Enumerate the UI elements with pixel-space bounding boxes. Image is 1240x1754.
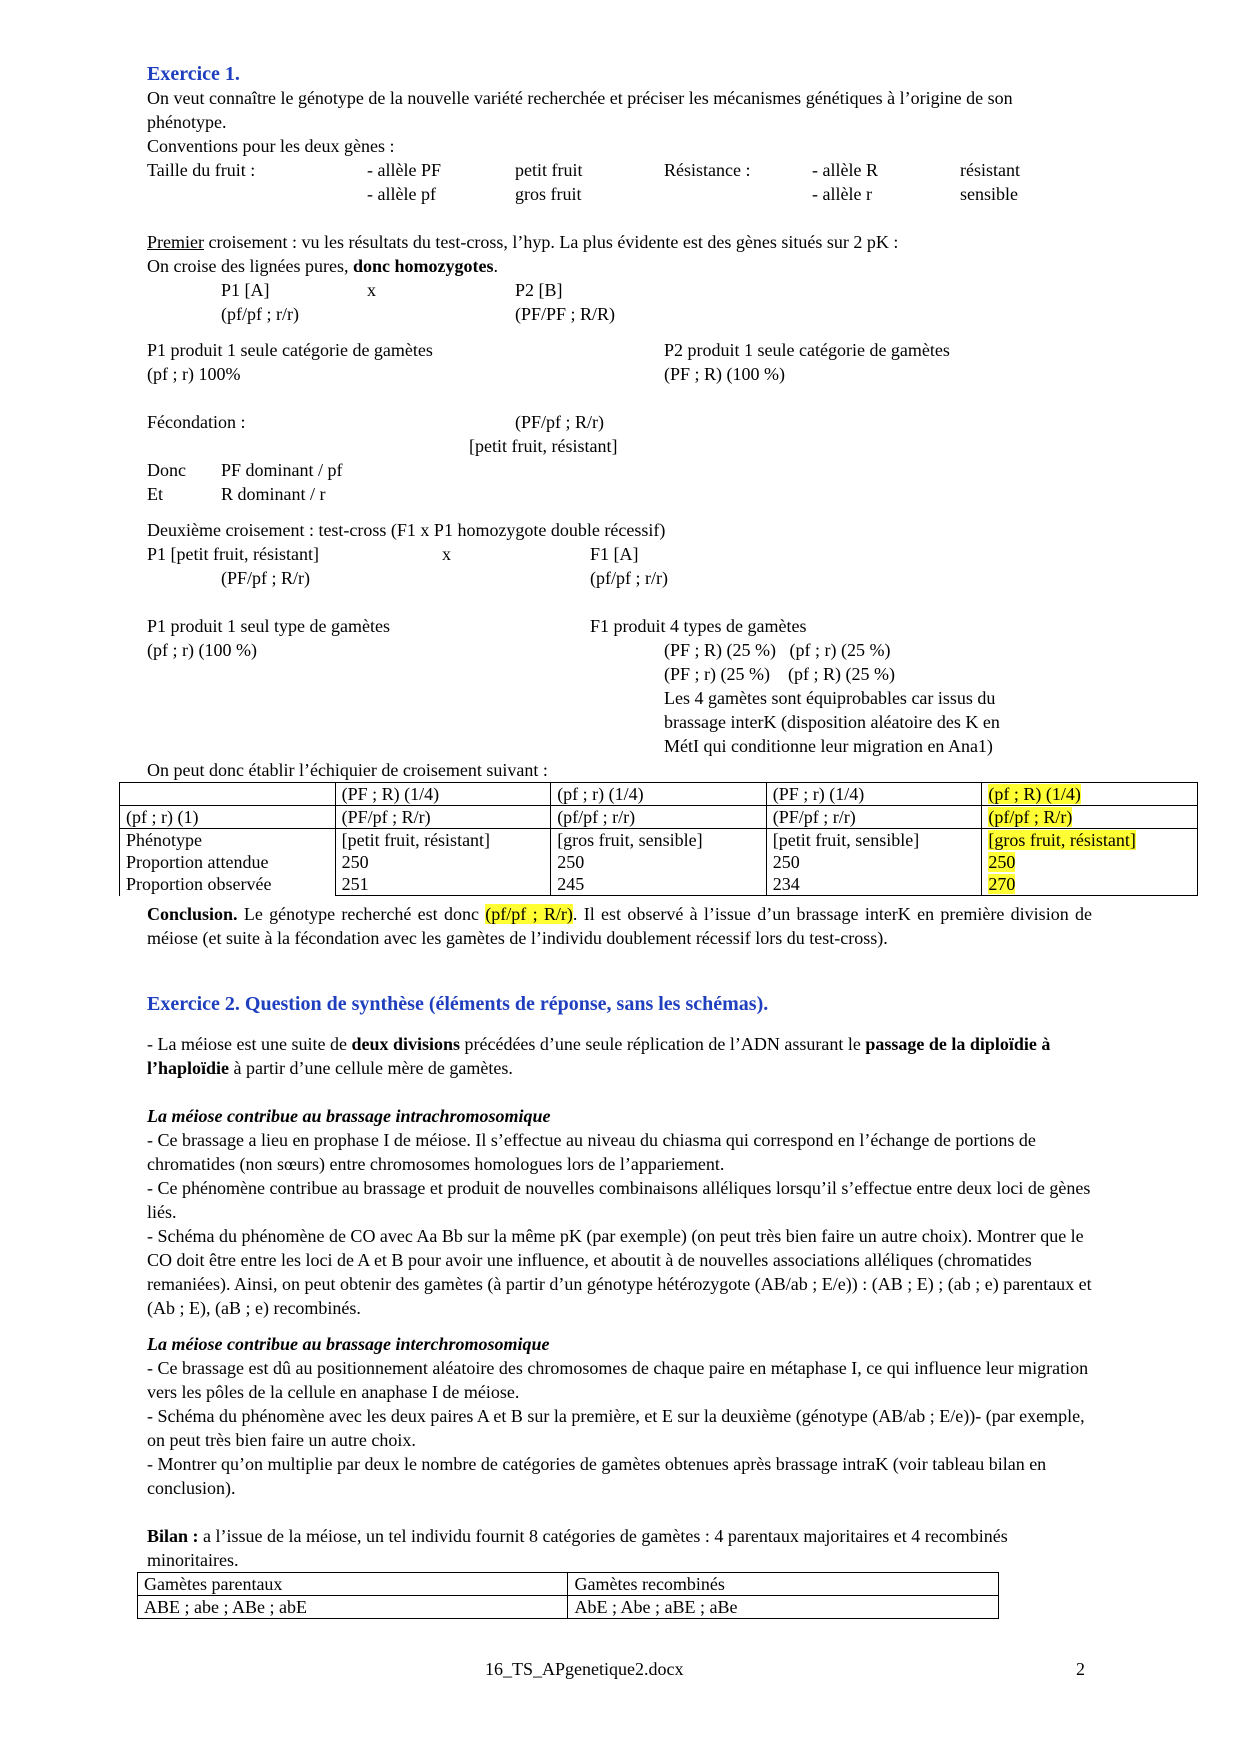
intra-para-3: - Schéma du phénomène de CO avec Aa Bb sur la même pK (par exemple) (on peut très bien faire un autre choix). Montrer que le CO doit être entre les loci de A et B pour avoir une influence, et aboutit à de nouvelles associations alléliques (chromatides remaniées). Ainsi, on peut obtenir des gamètes (à partir d’un génotype hétérozygote (AB/ab ; E/e)) : (AB ; E) ; (ab ; e) parentaux et (Ab ; E), (aB ; e) recombinés.: [147, 1226, 1092, 1318]
ex2-intro: [147, 1032, 1092, 1080]
p2-gametes-value: (PF ; R) (100 %): [664, 364, 785, 384]
highlight: [gros fruit, résistant]: [988, 830, 1136, 850]
inter-para-2: - Schéma du phénomène avec les deux paires A et B sur la première, et E sur la deuxième (génotype (AB/ab ; E/e))- (par exemple, on peut très bien faire un autre choix.: [147, 1406, 1085, 1450]
highlight: (pf ; R) (1/4): [988, 784, 1081, 804]
conclusion-label: Conclusion.: [147, 904, 238, 924]
cell-attendue: 250: [772, 852, 800, 872]
heading-intrachromosomique: La méiose contribue au brassage intrachromosomique: [147, 1106, 551, 1126]
conv-allele-PF: - allèle PF: [367, 160, 441, 180]
cross-1-premier: Premier: [147, 232, 204, 252]
conclusion-text-1: Le génotype recherché est donc: [237, 904, 486, 924]
echiquier-table: [119, 782, 1198, 896]
table-cell: [551, 829, 767, 896]
table-cell: [335, 829, 551, 896]
conv-allele-pf: - allèle pf: [367, 184, 436, 204]
conclusion: [147, 902, 1092, 950]
cross-1-line2a: On croise des lignées pures,: [147, 256, 353, 276]
row-label-attendue: Proportion attendue: [126, 852, 269, 872]
bilan-label: Bilan :: [147, 1526, 199, 1546]
conv-allele-r-value: sensible: [960, 184, 1018, 204]
p1-gametes: P1 produit 1 seule catégorie de gamètes: [147, 340, 433, 360]
ex2-intro-d: passage de la diploïdie à l’haploïdie: [147, 1034, 1051, 1078]
conv-allele-R: - allèle R: [812, 160, 878, 180]
cross-x-2: x: [442, 544, 451, 564]
conv-allele-r: - allèle r: [812, 184, 872, 204]
cross-2-f1-genotype: (pf/pf ; r/r): [590, 568, 668, 588]
bilan: [147, 1524, 1092, 1572]
table-cell: (pf/pf ; r/r): [551, 806, 767, 829]
conv-allele-pf-value: gros fruit: [515, 184, 582, 204]
highlight: 270: [988, 874, 1016, 894]
table-row: [138, 1596, 999, 1619]
conclusion-text-2: . Il est observé à l’issue d’un brassage interK en première division de méiose (et suite à la fécondation avec les gamètes de l’individu doublement récessif lors du test-cross).: [147, 904, 1092, 948]
cross-2-p1: P1 [petit fruit, résistant]: [147, 544, 319, 564]
donc-label: Donc: [147, 460, 186, 480]
cross-2-p1-gametes: P1 produit 1 seul type de gamètes: [147, 616, 390, 636]
p2-gametes: P2 produit 1 seule catégorie de gamètes: [664, 340, 950, 360]
highlight: 250: [988, 852, 1016, 872]
table-row: [120, 829, 1198, 896]
cell-phenotype: [petit fruit, résistant]: [341, 830, 491, 850]
highlight: (pf/pf ; R/r): [485, 904, 573, 924]
table-cell: AbE ; Abe ; aBE ; aBe: [568, 1596, 999, 1619]
conv-taille: Taille du fruit :: [147, 160, 256, 180]
p2-genotype: (PF/PF ; R/R): [515, 304, 616, 324]
cross-1-line2c: .: [493, 256, 498, 276]
f1-gametes-line4: brassage interK (disposition aléatoire des K en: [664, 712, 1000, 732]
exercise-2-title: Exercice 2. Question de synthèse (éléments de réponse, sans les schémas).: [147, 993, 769, 1015]
ex2-intro-b: deux divisions: [351, 1034, 460, 1054]
table-cell: [982, 829, 1198, 896]
fecondation-genotype: (PF/pf ; R/r): [515, 412, 605, 432]
table-cell: (PF/pf ; r/r): [766, 806, 982, 829]
f1-gametes: F1 produit 4 types de gamètes: [590, 616, 807, 636]
cross-1-line: [147, 230, 898, 254]
table-cell: (PF ; r) (1/4): [766, 783, 982, 806]
cell-observee: 245: [557, 874, 585, 894]
f1-gametes-line1: (PF ; R) (25 %) (pf ; r) (25 %): [664, 640, 891, 660]
highlight: (pf/pf ; R/r): [988, 807, 1073, 827]
footer-filename: 16_TS_APgenetique2.docx: [485, 1659, 684, 1679]
echiquier-intro: On peut donc établir l’échiquier de croisement suivant :: [147, 760, 548, 780]
cross-2-p1-genotype: (PF/pf ; R/r): [221, 568, 311, 588]
cross-x-1: x: [367, 280, 376, 300]
table-cell: [120, 783, 336, 806]
cell-attendue: 250: [341, 852, 369, 872]
cross-1-line2: [147, 254, 498, 278]
table-cell: (PF ; R) (1/4): [335, 783, 551, 806]
intra-para-2: - Ce phénomène contribue au brassage et produit de nouvelles combinaisons alléliques lorsqu’il s’effectue entre deux loci de gènes liés.: [147, 1178, 1091, 1222]
table-row: [120, 783, 1198, 806]
cross-1-line2b: donc homozygotes: [352, 256, 494, 276]
cross-2-f1: F1 [A]: [590, 544, 639, 564]
donc-value: PF dominant / pf: [221, 460, 343, 480]
f1-gametes-line5: MétI qui conditionne leur migration en Ana1): [664, 736, 993, 756]
et-label: Et: [147, 484, 163, 504]
inter-para-3: - Montrer qu’on multiplie par deux le nombre de catégories de gamètes obtenues après brassage intraK (voir tableau bilan en conclusion).: [147, 1454, 1047, 1498]
inter-para-1: - Ce brassage est dû au positionnement aléatoire des chromosomes de chaque paire en métaphase I, ce qui influence leur migration vers les pôles de la cellule en anaphase I de méiose.: [147, 1358, 1089, 1402]
footer-page-number: 2: [1076, 1659, 1085, 1679]
cell-observee: 251: [341, 874, 369, 894]
f1-gametes-line2: (PF ; r) (25 %) (pf ; R) (25 %): [664, 664, 895, 684]
exercise-1-intro: On veut connaître le génotype de la nouvelle variété recherchée et préciser les mécanismes génétiques à l’origine de son phénotype.: [147, 88, 1013, 132]
ex2-intro-a: - La méiose est une suite de: [147, 1034, 352, 1054]
conv-resistance: Résistance :: [664, 160, 751, 180]
conv-allele-PF-value: petit fruit: [515, 160, 583, 180]
p1-label: P1 [A]: [221, 280, 270, 300]
conventions-title: Conventions pour les deux gènes :: [147, 136, 395, 156]
bilan-text: a l’issue de la méiose, un tel individu fournit 8 catégories de gamètes : 4 parentaux majoritaires et 4 recombinés minoritaires.: [147, 1526, 1008, 1570]
table-cell: [766, 829, 982, 896]
table-row: [120, 806, 1198, 829]
row-label-observee: Proportion observée: [126, 874, 272, 894]
cell-phenotype: [gros fruit, sensible]: [557, 830, 703, 850]
table-cell: (PF/pf ; R/r): [335, 806, 551, 829]
bilan-table: [137, 1572, 999, 1619]
table-cell: [120, 829, 336, 896]
conv-allele-R-value: résistant: [960, 160, 1020, 180]
cell-observee: 234: [772, 874, 800, 894]
cross-2-line: Deuxième croisement : test-cross (F1 x P1 homozygote double récessif): [147, 520, 666, 540]
p1-gametes-value: (pf ; r) 100%: [147, 364, 241, 384]
fecondation-label: Fécondation :: [147, 412, 246, 432]
ex2-intro-c: précédées d’une seule réplication de l’ADN assurant le: [459, 1034, 866, 1054]
table-cell: [982, 806, 1198, 829]
f1-gametes-line3: Les 4 gamètes sont équiprobables car issus du: [664, 688, 996, 708]
table-cell: Gamètes parentaux: [138, 1573, 568, 1596]
row-label-phenotype: Phénotype: [126, 830, 202, 850]
cross-1-text: croisement : vu les résultats du test-cross, l’hyp. La plus évidente est des gènes situés sur 2 pK :: [203, 232, 899, 252]
et-value: R dominant / r: [221, 484, 326, 504]
table-cell: ABE ; abe ; ABe ; abE: [138, 1596, 568, 1619]
heading-interchromosomique: La méiose contribue au brassage interchromosomique: [147, 1334, 550, 1354]
p1-genotype: (pf/pf ; r/r): [221, 304, 299, 324]
p2-label: P2 [B]: [515, 280, 563, 300]
table-cell: (pf ; r) (1): [120, 806, 336, 829]
intra-para-1: - Ce brassage a lieu en prophase I de méiose. Il s’effectue au niveau du chiasma qui correspond en l’échange de portions de chromatides (non sœurs) entre chromosomes homologues lors de l’appariement.: [147, 1130, 1036, 1174]
fecondation-phenotype: [petit fruit, résistant]: [469, 436, 618, 456]
table-cell: Gamètes recombinés: [568, 1573, 999, 1596]
table-row: [138, 1573, 999, 1596]
ex2-intro-e: à partir d’une cellule mère de gamètes.: [229, 1058, 513, 1078]
table-cell: [982, 783, 1198, 806]
cross-2-p1-gametes-value: (pf ; r) (100 %): [147, 640, 257, 660]
table-cell: (pf ; r) (1/4): [551, 783, 767, 806]
exercise-1-title: Exercice 1.: [147, 63, 240, 85]
cell-attendue: 250: [557, 852, 585, 872]
cell-phenotype: [petit fruit, sensible]: [772, 830, 920, 850]
